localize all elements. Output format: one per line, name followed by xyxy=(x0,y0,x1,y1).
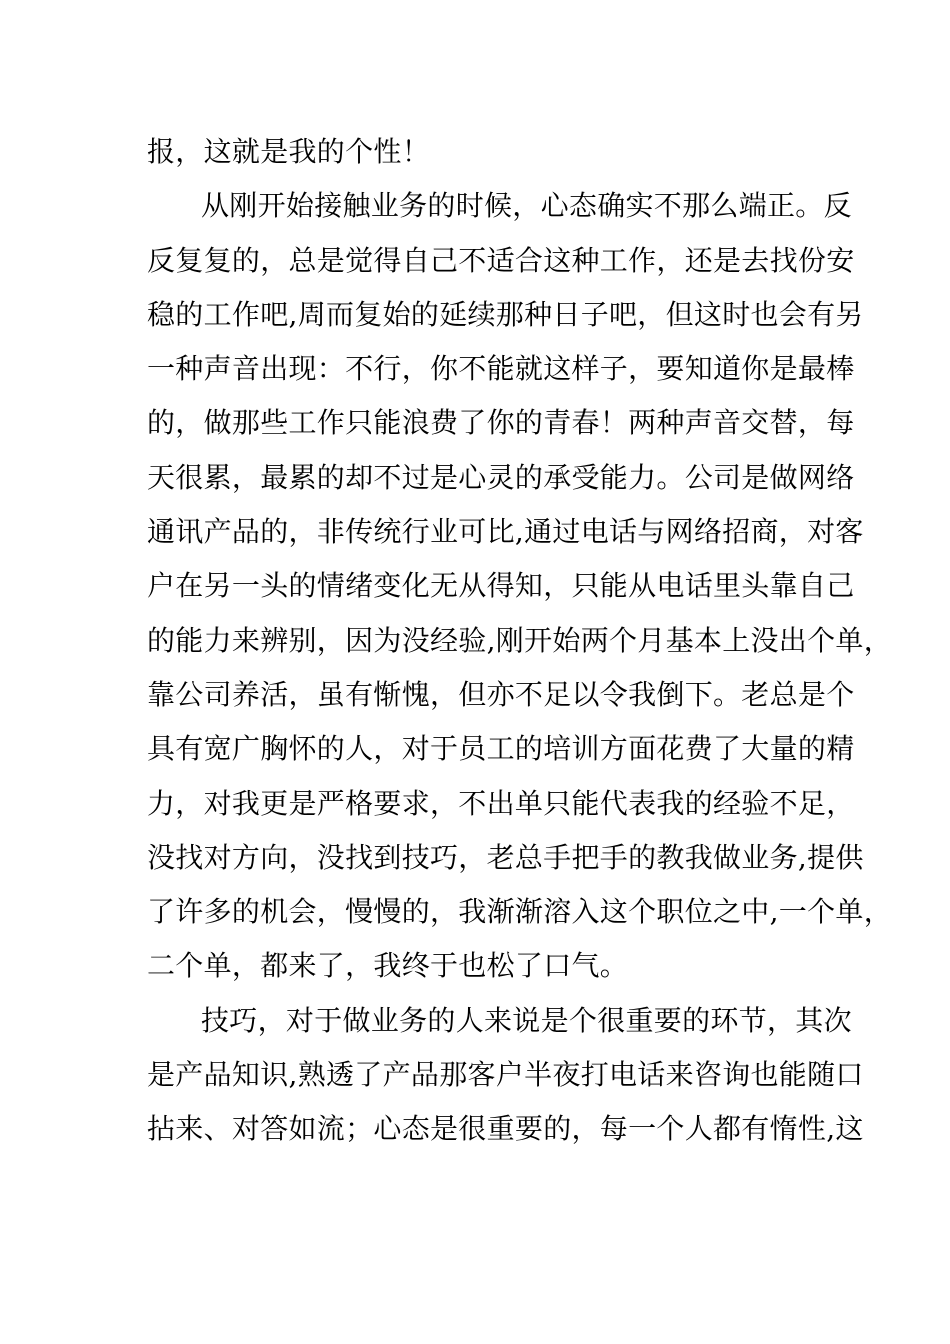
text-line: 反复复的，总是觉得自己不适合这种工作，还是去找份安 xyxy=(147,243,855,277)
text-line: 的，做那些工作只能浪费了你的青春！两种声音交替，每 xyxy=(147,406,855,440)
text-line: 一种声音出现：不行，你不能就这样子，要知道你是最棒 xyxy=(147,352,855,386)
text-line: 力，对我更是严格要求，不出单只能代表我的经验不足， xyxy=(147,786,855,820)
text-line: 拈来、对答如流；心态是很重要的，每一个人都有惰性,这 xyxy=(147,1112,864,1146)
text-line: 没找对方向，没找到技巧，老总手把手的教我做业务,提供 xyxy=(147,840,864,874)
text-line: 从刚开始接触业务的时候，心态确实不那么端正。反 xyxy=(201,189,852,223)
text-line: 天很累，最累的却不过是心灵的承受能力。公司是做网络 xyxy=(147,460,855,494)
text-line: 通讯产品的，非传统行业可比,通过电话与网络招商，对客 xyxy=(147,515,864,549)
text-line: 是产品知识,熟透了产品那客户半夜打电话来咨询也能随口 xyxy=(147,1058,864,1092)
text-line: 靠公司养活，虽有惭愧，但亦不足以令我倒下。老总是个 xyxy=(147,677,855,711)
text-line: 具有宽广胸怀的人，对于员工的培训方面花费了大量的精 xyxy=(147,732,855,766)
text-line: 技巧，对于做业务的人来说是个很重要的环节，其次 xyxy=(201,1003,852,1037)
text-line: 二个单，都来了，我终于也松了口气。 xyxy=(147,949,629,983)
text-line: 了许多的机会，慢慢的，我渐渐溶入这个职位之中,一个单， xyxy=(147,895,893,929)
text-line: 户在另一头的情绪变化无从得知，只能从电话里头靠自己 xyxy=(147,569,855,603)
text-line: 的能力来辨别，因为没经验,刚开始两个月基本上没出个单， xyxy=(147,623,893,657)
body-text xyxy=(147,125,893,1157)
text-line: 报，这就是我的个性！ xyxy=(147,135,431,168)
text-line: 稳的工作吧,周而复始的延续那种日子吧，但这时也会有另 xyxy=(147,297,864,331)
